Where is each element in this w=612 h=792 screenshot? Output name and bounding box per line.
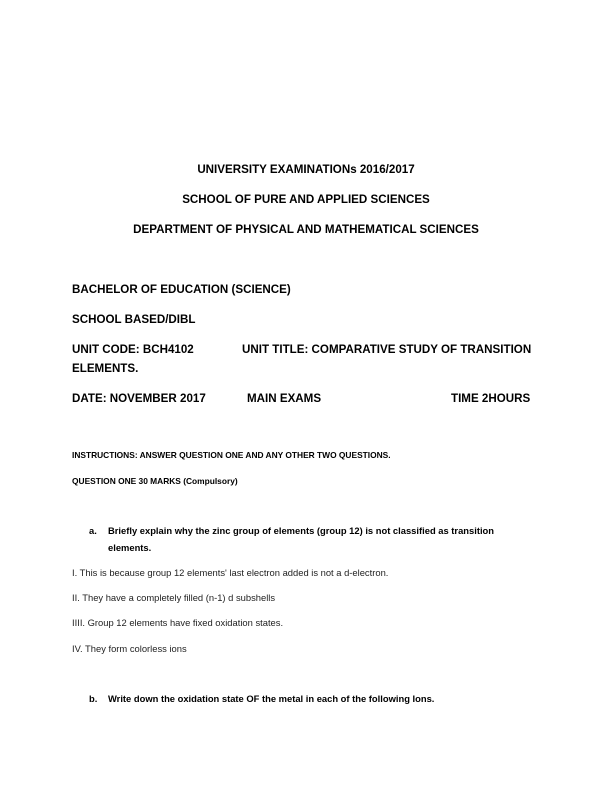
answer-item: IV. They form colorless ions bbox=[72, 643, 187, 654]
school-name: SCHOOL OF PURE AND APPLIED SCIENCES bbox=[182, 193, 430, 206]
question-b-label: b. bbox=[89, 693, 98, 704]
exam-type: MAIN EXAMS bbox=[247, 392, 322, 405]
answer-item: IIII. Group 12 elements have fixed oxidation states. bbox=[72, 617, 284, 628]
question-one-heading: QUESTION ONE 30 MARKS (Compulsory) bbox=[72, 476, 238, 486]
instructions: INSTRUCTIONS: ANSWER QUESTION ONE AND ANY OTHER TWO QUESTIONS. bbox=[72, 450, 391, 460]
unit-title: UNIT TITLE: COMPARATIVE STUDY OF TRANSITION bbox=[242, 343, 532, 356]
question-a-label: a. bbox=[89, 525, 97, 536]
question-a-text-continuation: elements. bbox=[108, 542, 152, 553]
exam-title: UNIVERSITY EXAMINATIONs 2016/2017 bbox=[197, 163, 415, 176]
unit-code: UNIT CODE: BCH4102 bbox=[72, 343, 194, 356]
exam-duration: TIME 2HOURS bbox=[451, 392, 531, 405]
question-a-text: Briefly explain why the zinc group of elements (group 12) is not classified as transition bbox=[108, 525, 495, 536]
question-b-text: Write down the oxidation state OF the metal in each of the following Ions. bbox=[108, 693, 435, 704]
programme-name: BACHELOR OF EDUCATION (SCIENCE) bbox=[72, 283, 291, 296]
department-name: DEPARTMENT OF PHYSICAL AND MATHEMATICAL SCIENCES bbox=[133, 223, 479, 236]
answer-item: II. They have a completely filled (n-1) d subshells bbox=[72, 592, 276, 603]
answer-item: I. This is because group 12 elements' last electron added is not a d-electron. bbox=[72, 567, 389, 578]
study-mode: SCHOOL BASED/DIBL bbox=[72, 313, 196, 326]
exam-date: DATE: NOVEMBER 2017 bbox=[72, 392, 206, 405]
unit-title-continuation: ELEMENTS. bbox=[72, 362, 139, 375]
